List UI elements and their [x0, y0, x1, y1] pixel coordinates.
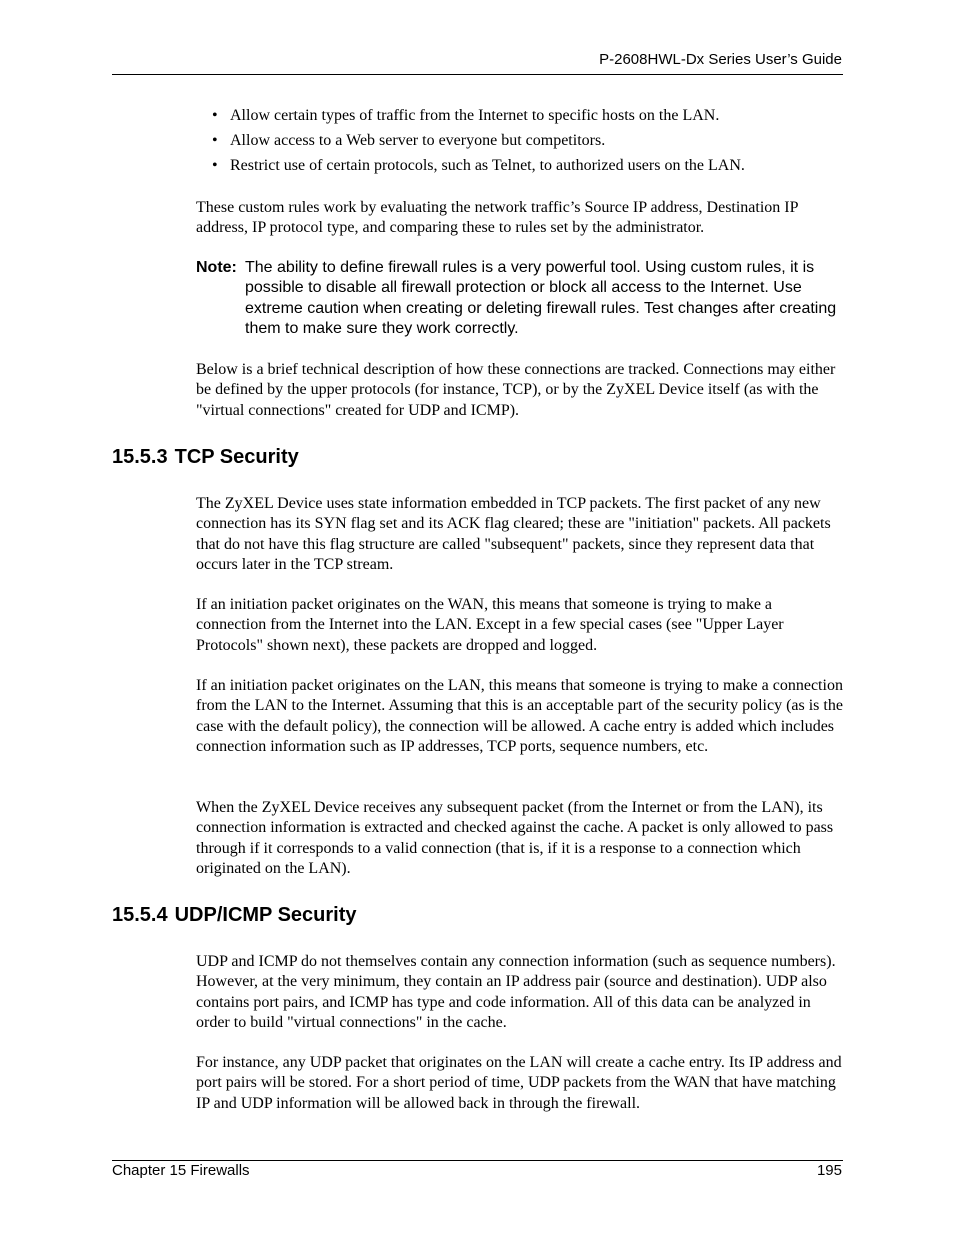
bullet-text: Allow certain types of traffic from the Internet to specific hosts on the LAN.: [230, 107, 720, 124]
section-title: UDP/ICMP Security: [174, 904, 357, 926]
footer-chapter: Chapter 15 Firewalls: [112, 1162, 250, 1179]
footer-page-number: 195: [816, 1162, 842, 1179]
paragraph: When the ZyXEL Device receives any subsequent packet (from the Internet or from the LAN), its connection information is extracted and checked against the cache. A packet is only allowed to pass through if it corresponds to a valid connection (that is, if it is a response to a connection which originated on the LAN).: [196, 799, 834, 877]
paragraph: For instance, any UDP packet that originates on the LAN will create a cache entry. Its IP address and port pairs will be stored. For a short period of time, UDP packets from the WAN that have matching IP and UDP information will be allowed back in through the firewall.: [196, 1054, 842, 1112]
paragraph: UDP and ICMP do not themselves contain any connection information (such as sequence numbers). However, at the very minimum, they contain an IP address pair (source and destination). UDP also contains port pairs, and ICMP has type and code information. All of this data can be analyzed in order to build "virtual connections" in the cache.: [196, 953, 836, 1031]
footer-rule: [112, 1160, 843, 1161]
intro-bullet-list: [196, 106, 844, 181]
list-item: [196, 156, 844, 176]
note-label: Note:: [196, 259, 237, 276]
header-rule: [112, 74, 843, 75]
bullet-icon: •: [212, 107, 218, 124]
bullet-text: Restrict use of certain protocols, such as Telnet, to authorized users on the LAN.: [230, 157, 745, 174]
bullet-text: Allow access to a Web server to everyone but competitors.: [230, 132, 606, 149]
running-header-title: P-2608HWL-Dx Series User’s Guide: [599, 51, 842, 68]
bullet-icon: •: [212, 157, 218, 174]
list-item: [196, 131, 844, 151]
paragraph: The ZyXEL Device uses state information embedded in TCP packets. The first packet of any new connection has its SYN flag set and its ACK flag cleared; these are "initiation" packets. All packets that do not have this flag structure are called "subsequent" packets, since they represent data that occurs later in the TCP stream.: [196, 495, 831, 573]
paragraph-custom-rules: These custom rules work by evaluating the network traffic’s Source IP address, Destination IP address, IP protocol type, and comparing these to rules set by the administrator.: [196, 199, 798, 237]
paragraph-description: Below is a brief technical description of how these connections are tracked. Connections may either be defined by the upper protocols (for instance, TCP), or by the ZyXEL Device itself (as with the "virtual connections" created for UDP and ICMP).: [196, 361, 836, 419]
section-number: 15.5.3: [112, 446, 168, 468]
section-number: 15.5.4: [112, 904, 168, 926]
section-heading-tcp-security: [112, 446, 299, 469]
list-item: [196, 106, 844, 126]
paragraph: If an initiation packet originates on the WAN, this means that someone is trying to make a connection from the Internet into the LAN. Except in a few special cases (see "Upper Layer Protocols" shown next), these packets are dropped and logged.: [196, 596, 784, 654]
note-text: The ability to define firewall rules is a very powerful tool. Using custom rules, it is possible to disable all firewall protection or block all access to the Internet. Use extreme caution when creating or deleting firewall rules. Test changes after creating them to make sure they work correctly.: [245, 259, 837, 337]
paragraph: If an initiation packet originates on the LAN, this means that someone is trying to make a connection from the LAN to the Internet. Assuming that this is an acceptable part of the security policy (as is the case with the default policy), the connection will be allowed. A cache entry is added which includes connection information such as IP addresses, TCP ports, sequence numbers, etc.: [196, 677, 843, 755]
section-title: TCP Security: [174, 446, 299, 468]
bullet-icon: •: [212, 132, 218, 149]
section-heading-udp-icmp-security: [112, 904, 357, 927]
note-box: [196, 258, 844, 339]
